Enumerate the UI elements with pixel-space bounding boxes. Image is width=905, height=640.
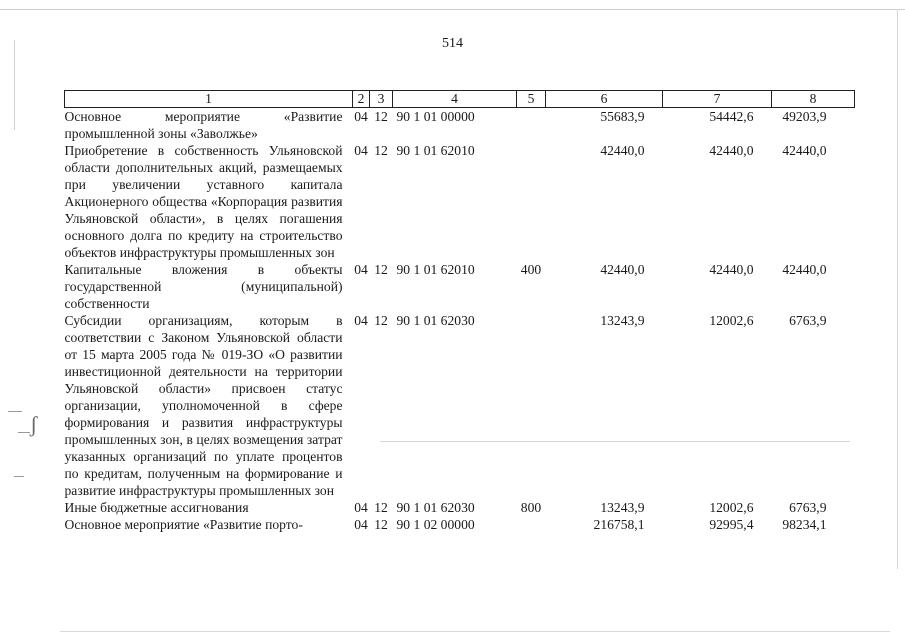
row-target-code: 90 1 01 62010 — [396, 262, 475, 277]
row-amount-3: 98234,1 — [782, 517, 827, 532]
column-header: 6 — [546, 91, 663, 108]
table-header-row — [65, 91, 855, 108]
row-amount-1: 13243,9 — [600, 313, 645, 328]
row-amount-2: 42440,0 — [709, 262, 754, 277]
row-amount-2: 54442,6 — [709, 109, 754, 124]
scan-noise-line — [380, 441, 850, 442]
row-amount-3: 42440,0 — [782, 262, 827, 277]
scan-dash — [8, 411, 22, 412]
row-name: Основное мероприятие «Развитие промышленной зоны «Заволжье» — [64, 109, 343, 141]
row-expense-type — [517, 108, 546, 143]
row-amount-2: 42440,0 — [709, 143, 754, 158]
row-name: Субсидии организациям, которым в соответствии с Законом Ульяновской области от 15 марта 2005 года № 019-ЗО «О развитии инвестиционной деятельности на территории Ульяновской области» присвоен статус организации, уполномоченной в сфере формирования и развития инфраструктуры промышленных зон, в целях возмещения затрат указанных организаций по уплате процентов по кредитам, полученным на формирование и развитие инфраструктуры промышленных зон — [64, 313, 343, 498]
row-section: 04 — [354, 109, 368, 124]
row-section: 04 — [354, 262, 368, 277]
row-amount-1: 55683,9 — [600, 109, 645, 124]
row-target-code: 90 1 01 62010 — [396, 143, 475, 158]
row-expense-type — [517, 516, 546, 533]
column-header: 4 — [393, 91, 517, 108]
row-subsection: 12 — [374, 262, 388, 277]
row-amount-1: 42440,0 — [600, 143, 645, 158]
row-amount-3: 6763,9 — [789, 500, 827, 515]
page-number: 514 — [442, 36, 463, 51]
row-section: 04 — [354, 500, 368, 515]
row-expense-type: 800 — [520, 500, 542, 515]
table-row — [65, 142, 855, 261]
column-header: 3 — [370, 91, 393, 108]
column-header: 5 — [517, 91, 546, 108]
scan-dash — [18, 432, 30, 433]
table-row — [65, 312, 855, 499]
scan-mark: ʃ — [30, 412, 38, 437]
column-header: 1 — [65, 91, 353, 108]
row-name: Иные бюджетные ассигнования — [64, 500, 249, 515]
column-header: 7 — [663, 91, 772, 108]
row-expense-type — [517, 312, 546, 499]
budget-table — [64, 90, 855, 533]
table-row — [65, 499, 855, 516]
row-name: Приобретение в собственность Ульяновской области дополнительных акций, размещаемых при увеличении уставного капитала Акционерного общества «Корпорация развития Ульяновской области», в целях погашения основного долга по кредиту на строительство объектов инфраструктуры промышленных зон — [64, 143, 343, 260]
row-amount-2: 92995,4 — [709, 517, 754, 532]
row-subsection: 12 — [374, 143, 388, 158]
scan-edge-right — [897, 9, 898, 569]
scan-noise-line — [60, 631, 890, 632]
table-row — [65, 261, 855, 312]
row-section: 04 — [354, 143, 368, 158]
row-amount-1: 216758,1 — [593, 517, 645, 532]
row-amount-2: 12002,6 — [709, 500, 754, 515]
row-amount-3: 6763,9 — [789, 313, 827, 328]
row-target-code: 90 1 01 00000 — [396, 109, 475, 124]
row-target-code: 90 1 01 62030 — [396, 500, 475, 515]
row-subsection: 12 — [374, 109, 388, 124]
row-name: Капитальные вложения в объекты государственной (муниципальной) собственности — [64, 262, 343, 311]
row-amount-3: 42440,0 — [782, 143, 827, 158]
row-expense-type — [517, 142, 546, 261]
row-subsection: 12 — [374, 517, 388, 532]
table-row — [65, 108, 855, 143]
row-subsection: 12 — [374, 500, 388, 515]
row-target-code: 90 1 02 00000 — [396, 517, 475, 532]
column-header: 2 — [353, 91, 370, 108]
row-section: 04 — [354, 517, 368, 532]
row-amount-2: 12002,6 — [709, 313, 754, 328]
column-header: 8 — [772, 91, 855, 108]
row-target-code: 90 1 01 62030 — [396, 313, 475, 328]
row-name: Основное мероприятие «Развитие порто- — [64, 517, 303, 532]
row-expense-type: 400 — [520, 262, 542, 277]
scan-edge-left — [14, 40, 15, 130]
table-row — [65, 516, 855, 533]
scan-dash — [14, 476, 24, 477]
row-amount-3: 49203,9 — [782, 109, 827, 124]
row-subsection: 12 — [374, 313, 388, 328]
scan-edge-top — [0, 9, 905, 10]
row-section: 04 — [354, 313, 368, 328]
row-amount-1: 13243,9 — [600, 500, 645, 515]
row-amount-1: 42440,0 — [600, 262, 645, 277]
